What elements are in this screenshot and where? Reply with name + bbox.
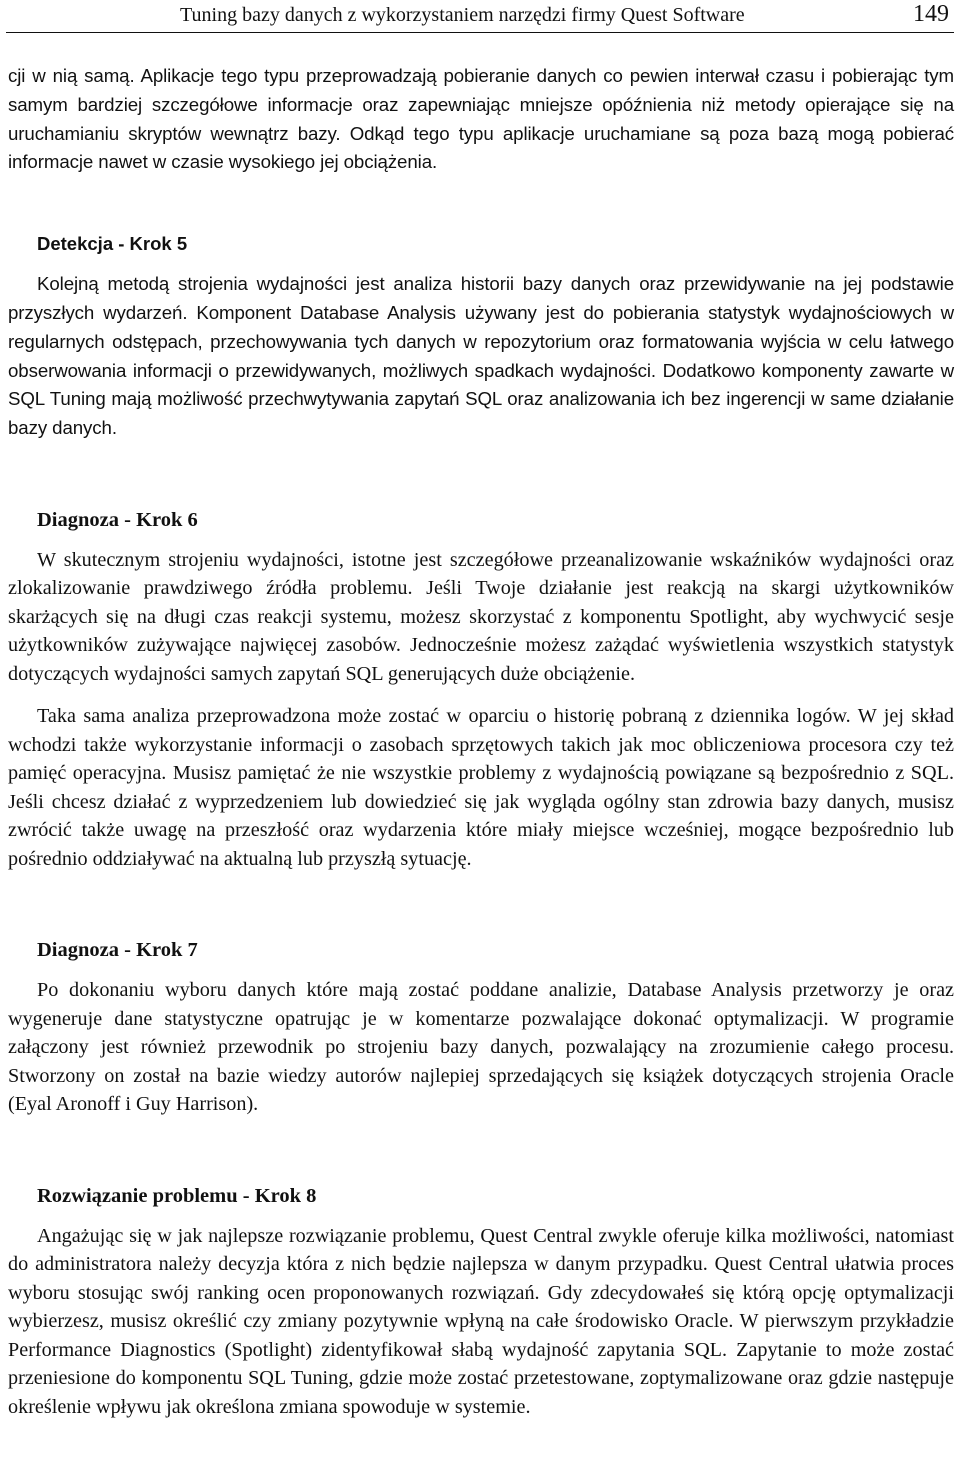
- section-heading-krok-7: Diagnoza - Krok 7: [37, 939, 198, 962]
- running-header: [6, 0, 954, 33]
- paragraph-krok-5: Kolejną metodą strojenia wydajności jest analiza historii bazy danych oraz przewidywanie na jej podstawie przyszłych wydarzeń. Komponent Database Analysis używany jest do pobierania statystyk wydajnościowych w regularnych odstępach, przechowywania tych danych w repozytorium oraz formatowania wyjścia w celu łatwego obserwowania informacji o przewidywanych, możliwych spadkach wydajności. Dodatkowo komponenty zawarte w SQL Tuning mają możliwość przechwytywania zapytań SQL oraz analizowania ich bez ingerencji w same działanie bazy danych.: [8, 273, 954, 439]
- paragraph-krok-6-b: Taka sama analiza przeprowadzona może zostać w oparciu o historię pobraną z dziennika logów. W jej skład wchodzi także wykorzystanie informacji o zasobach sprzętowych takich jak moc obliczeniowa procesora czy też pamięć operacyjna. Musisz pamiętać że nie wszystkie problemy z wydajnością powiązane są bezpośrednio z SQL. Jeśli chcesz działać z wyprzedzeniem lub dowiedzieć się jak wygląda ogólny stan zdrowia bazy danych, musisz zwrócić także uwagę na przeszłość oraz wydarzenia które miały miejsce wcześniej, mogące bezpośrednio lub pośrednio oddziaływać na aktualną lub przyszłą sytuację.: [8, 705, 954, 870]
- paragraph-krok-8: Angażując się w jak najlepsze rozwiązanie problemu, Quest Central zwykle oferuje kilka możliwości, natomiast do administratora należy decyzja która z nich będzie najlepsza w danym przypadku. Quest Central ułatwia proces wyboru stosując swój ranking ocen proponowanych rozwiązań. Gdy zdecydowałeś się którą opcję optymalizacji wybierzesz, musisz określić czy zmiany pozytywnie wpłyną na całe środowisko Oracle. W pierwszym przykładzie Performance Diagnostics (Spotlight) zidentyfikował słabą wydajność zapytania SQL. Zapytanie to może zostać przeniesione do komponentu SQL Tuning, gdzie może zostać przetestowane, zoptymalizowane oraz gdzie następuje określenie wpływu jak określona zmiana spowoduje w systemie.: [8, 1224, 954, 1418]
- paragraph-krok-6-a: W skutecznym strojeniu wydajności, istotne jest szczegółowe przeanalizowanie wskaźników wydajności oraz zlokalizowanie prawdziwego źródła problemu. Jeśli Twoje działanie jest reakcją na skargi użytkowników skarżących się na długi czas reakcji systemu, możesz skorzystać z komponentu Spotlight, aby wychwycić sesje użytkowników zużywające najwięcej zasobów. Jednocześnie możesz zażądać wyświetlenia wszystkich statystyk dotyczących wydajności samych zapytań SQL generujących duże obciążenie.: [8, 548, 954, 685]
- running-title: Tuning bazy danych z wykorzystaniem narzędzi firmy Quest Software: [180, 4, 745, 26]
- section-heading-krok-8: Rozwiązanie problemu - Krok 8: [37, 1184, 317, 1207]
- intro-paragraph: cji w nią samą. Aplikacje tego typu przeprowadzają pobieranie danych co pewien interwał czasu i pobierając tym samym bardziej szczegółowe informacje oraz zapewniając mniejsze opóźnienia niż metody opierające się na uruchamianiu skryptów wewnątrz bazy. Odkąd tego typu aplikacje uruchamiane są poza bazą mogą pobierać informacje nawet w czasie wysokiego jej obciążenia.: [8, 65, 954, 173]
- section-heading-krok-6: Diagnoza - Krok 6: [37, 508, 198, 531]
- paragraph-krok-7: Po dokonaniu wyboru danych które mają zostać poddane analizie, Database Analysis przetworzy je oraz wygeneruje dane statystyczne opatrując je w komentarze pozwalające dokonać optymalizacji. W programie załączony jest również przewodnik po strojeniu bazy danych, pozwalający na zrozumienie całego procesu. Stworzony on został na bazie wiedzy autorów najlepiej sprzedających się książek dotyczących strojenia Oracle (Eyal Aronoff i Guy Harrison).: [8, 979, 954, 1116]
- page-number: 149: [913, 1, 949, 27]
- section-heading-krok-5: Detekcja - Krok 5: [37, 233, 188, 255]
- page-content: [8, 62, 954, 1421]
